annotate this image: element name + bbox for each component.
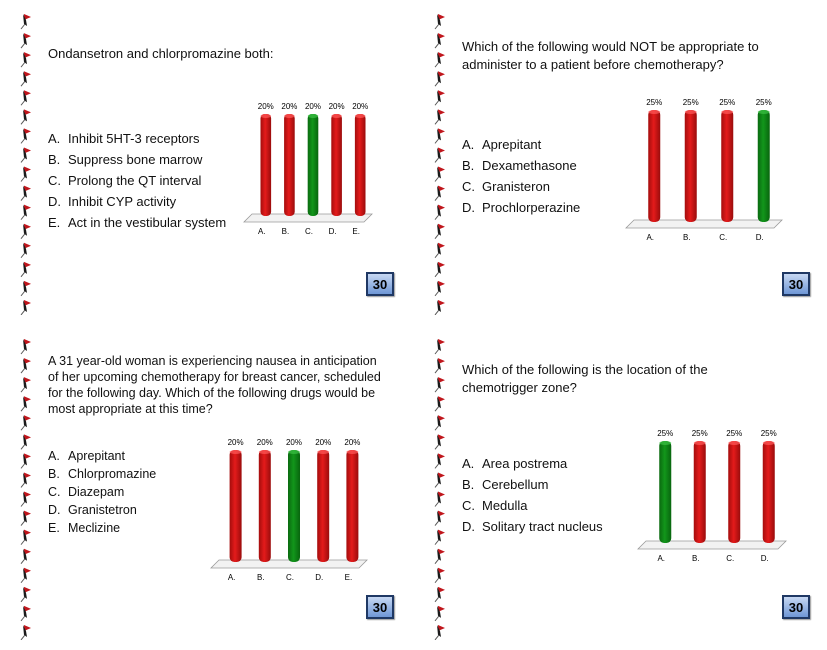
- answer-options: [462, 134, 580, 218]
- category-tick-label: A.: [657, 554, 666, 563]
- bar-percent-label: 20%: [315, 438, 332, 447]
- bar-percent-label: 20%: [227, 438, 244, 447]
- bar-cap: [284, 114, 295, 118]
- pushpin-border: [424, 10, 454, 315]
- bar-cap: [758, 110, 770, 114]
- response-bar-chart: [620, 90, 788, 250]
- bar-percent-label: 20%: [328, 102, 345, 111]
- bar: [331, 114, 342, 216]
- bar: [317, 450, 329, 562]
- option-c[interactable]: C. Granisteron: [462, 179, 550, 194]
- option-d[interactable]: D. Granistetron: [48, 503, 137, 517]
- bar-cap: [728, 441, 740, 445]
- bar-cap: [721, 110, 733, 114]
- question-text: A 31 year-old woman is experiencing nausea in anticipation of her upcoming chemotherapy for breast cancer, scheduled for the following day. Which of the following drugs would be most appropriate at this time?: [48, 354, 381, 416]
- pushpin-icon: [21, 377, 31, 392]
- answer-options: [48, 128, 226, 233]
- option-e[interactable]: E. Meclizine: [48, 521, 121, 535]
- pushpin-icon: [21, 109, 31, 124]
- pushpin-icon: [21, 186, 31, 201]
- pushpin-icon: [21, 492, 31, 507]
- option-a[interactable]: A. Inhibit 5HT-3 receptors: [48, 131, 200, 146]
- chart-floor: [638, 541, 786, 549]
- bar-percent-label: 20%: [304, 102, 322, 111]
- question-text: Which of the following would NOT be appropriate to administer to a patient before chemotherapy?: [462, 39, 759, 72]
- slide-2: [414, 0, 827, 325]
- bar: [259, 450, 271, 562]
- pushpin-icon: [21, 52, 31, 67]
- bar: [284, 114, 295, 216]
- option-b[interactable]: B. Cerebellum: [462, 477, 549, 492]
- pushpin-icon: [435, 262, 445, 277]
- bar-percent-label: 25%: [682, 98, 699, 107]
- bar: [230, 450, 242, 562]
- category-tick-label: A.: [646, 233, 655, 242]
- pushpin-icon: [21, 568, 31, 583]
- pushpin-icon: [435, 625, 445, 640]
- category-tick-label: B.: [281, 227, 290, 236]
- bar-percent-label: 25%: [646, 98, 663, 107]
- pushpin-icon: [21, 167, 31, 182]
- pushpin-icon: [21, 453, 31, 468]
- countdown-timer: 30: [782, 595, 810, 619]
- slide-4: [414, 325, 827, 650]
- pushpin-icon: [435, 492, 445, 507]
- pushpin-column: [10, 10, 40, 315]
- pushpin-icon: [21, 530, 31, 545]
- bar-cap: [648, 110, 660, 114]
- option-c[interactable]: C. Prolong the QT interval: [48, 173, 202, 188]
- pushpin-icon: [21, 205, 31, 220]
- option-d[interactable]: D. Solitary tract nucleus: [462, 519, 603, 534]
- bar-percent-label: 20%: [281, 102, 298, 111]
- bar-percent-label: 20%: [285, 438, 303, 447]
- question-text: Ondansetron and chlorpromazine both:: [48, 46, 274, 61]
- pushpin-icon: [21, 472, 31, 487]
- bar-correct: [308, 114, 319, 216]
- category-tick-label: D.: [315, 573, 324, 582]
- response-bar-chart: [632, 421, 792, 571]
- pushpin-icon: [435, 205, 445, 220]
- category-tick-label: E.: [344, 573, 353, 582]
- response-bar-chart: [238, 94, 378, 244]
- bar-cap: [346, 450, 358, 454]
- category-tick-label: C.: [719, 233, 728, 242]
- pushpin-icon: [435, 224, 445, 239]
- pushpin-icon: [21, 396, 31, 411]
- pushpin-icon: [435, 606, 445, 621]
- pushpin-icon: [21, 147, 31, 162]
- bar-cap: [259, 450, 271, 454]
- pushpin-icon: [435, 186, 445, 201]
- bar-cap: [331, 114, 342, 118]
- category-tick-label: B.: [257, 573, 265, 582]
- bar-correct: [659, 441, 671, 543]
- answer-options: [48, 447, 156, 537]
- pushpin-icon: [435, 396, 445, 411]
- bar: [763, 441, 775, 543]
- slide-1: [0, 0, 413, 325]
- category-tick-label: D.: [328, 227, 337, 236]
- pushpin-icon: [435, 549, 445, 564]
- category-tick-label: D.: [755, 233, 764, 242]
- bar-cap: [694, 441, 706, 445]
- category-tick-label: A.: [227, 573, 236, 582]
- bar-cap: [763, 441, 775, 445]
- category-tick-label: B.: [691, 554, 700, 563]
- category-tick-label: D.: [760, 554, 769, 563]
- pushpin-border: [10, 335, 40, 640]
- pushpin-icon: [21, 262, 31, 277]
- pushpin-icon: [435, 147, 445, 162]
- option-b[interactable]: B. Chlorpromazine: [48, 467, 157, 481]
- pushpin-icon: [21, 587, 31, 602]
- pushpin-icon: [21, 33, 31, 48]
- pushpin-icon: [21, 549, 31, 564]
- option-a[interactable]: A. Aprepitant: [462, 137, 542, 152]
- pushpin-icon: [21, 300, 31, 315]
- pushpin-icon: [435, 243, 445, 258]
- pushpin-icon: [21, 128, 31, 143]
- category-tick-label: C.: [726, 554, 735, 563]
- pushpin-icon: [21, 281, 31, 296]
- bar: [648, 110, 660, 222]
- pushpin-icon: [435, 128, 445, 143]
- countdown-timer: 30: [366, 272, 394, 296]
- pushpin-icon: [435, 434, 445, 449]
- question-text: Which of the following is the location of the chemotrigger zone?: [462, 362, 708, 395]
- pushpin-column: [424, 10, 454, 315]
- option-b[interactable]: B. Suppress bone marrow: [48, 152, 203, 167]
- pushpin-icon: [435, 14, 445, 29]
- bar-cap: [355, 114, 366, 118]
- bar-cap: [288, 450, 300, 454]
- bar-correct: [288, 450, 300, 562]
- category-tick-label: B.: [682, 233, 691, 242]
- pushpin-icon: [435, 167, 445, 182]
- pushpin-icon: [435, 358, 445, 373]
- pushpin-icon: [435, 281, 445, 296]
- pushpin-icon: [21, 511, 31, 526]
- bar-percent-label: 20%: [344, 438, 361, 447]
- bar-cap: [317, 450, 329, 454]
- bar-cap: [685, 110, 697, 114]
- bar-percent-label: 25%: [719, 98, 736, 107]
- pushpin-icon: [21, 71, 31, 86]
- category-tick-label: C.: [305, 227, 313, 236]
- pushpin-column: [424, 335, 454, 640]
- pushpin-icon: [21, 606, 31, 621]
- bar-percent-label: 25%: [755, 98, 772, 107]
- bar-cap: [308, 114, 319, 118]
- bar-percent-label: 20%: [256, 438, 273, 447]
- pushpin-icon: [435, 530, 445, 545]
- option-a[interactable]: A. Aprepitant: [48, 449, 125, 463]
- chart-floor: [626, 220, 782, 228]
- pushpin-icon: [21, 415, 31, 430]
- slide-3: [0, 325, 413, 650]
- bar-cap: [230, 450, 242, 454]
- pushpin-icon: [21, 339, 31, 354]
- pushpin-icon: [435, 587, 445, 602]
- pushpin-icon: [435, 339, 445, 354]
- bar-cap: [659, 441, 671, 445]
- pushpin-icon: [435, 568, 445, 583]
- countdown-timer: 30: [366, 595, 394, 619]
- response-bar-chart: [205, 430, 373, 590]
- bar-percent-label: 25%: [726, 429, 743, 438]
- pushpin-icon: [21, 358, 31, 373]
- category-tick-label: C.: [286, 573, 294, 582]
- answer-options: [462, 453, 603, 537]
- bar-correct: [758, 110, 770, 222]
- pushpin-icon: [435, 90, 445, 105]
- bar: [346, 450, 358, 562]
- option-c[interactable]: C. Medulla: [462, 498, 528, 513]
- pushpin-icon: [21, 434, 31, 449]
- pushpin-border: [10, 10, 40, 315]
- pushpin-icon: [435, 109, 445, 124]
- pushpin-icon: [435, 377, 445, 392]
- option-b[interactable]: B. Dexamethasone: [462, 158, 577, 173]
- bar: [728, 441, 740, 543]
- option-e[interactable]: E. Act in the vestibular system: [48, 215, 227, 230]
- pushpin-icon: [435, 415, 445, 430]
- bar: [721, 110, 733, 222]
- bar-percent-label: 20%: [257, 102, 274, 111]
- bar: [260, 114, 271, 216]
- option-d[interactable]: D. Prochlorperazine: [462, 200, 581, 215]
- bar-percent-label: 25%: [657, 429, 674, 438]
- pushpin-icon: [21, 224, 31, 239]
- category-tick-label: E.: [352, 227, 360, 236]
- bar: [685, 110, 697, 222]
- countdown-timer: 30: [782, 272, 810, 296]
- pushpin-icon: [435, 71, 445, 86]
- category-tick-label: A.: [258, 227, 266, 236]
- bar-percent-label: 25%: [691, 429, 708, 438]
- pushpin-icon: [435, 472, 445, 487]
- pushpin-icon: [435, 511, 445, 526]
- bar: [355, 114, 366, 216]
- option-c[interactable]: C. Diazepam: [48, 485, 125, 499]
- pushpin-column: [10, 335, 40, 640]
- pushpin-icon: [21, 90, 31, 105]
- pushpin-icon: [435, 52, 445, 67]
- pushpin-icon: [435, 453, 445, 468]
- pushpin-icon: [21, 243, 31, 258]
- pushpin-icon: [21, 625, 31, 640]
- pushpin-icon: [435, 33, 445, 48]
- bar-percent-label: 20%: [352, 102, 369, 111]
- bar-cap: [260, 114, 271, 118]
- bar-percent-label: 25%: [760, 429, 777, 438]
- option-d[interactable]: D. Inhibit CYP activity: [48, 194, 177, 209]
- bar: [694, 441, 706, 543]
- option-a[interactable]: A. Area postrema: [462, 456, 568, 471]
- pushpin-icon: [21, 14, 31, 29]
- pushpin-icon: [435, 300, 445, 315]
- pushpin-border: [424, 335, 454, 640]
